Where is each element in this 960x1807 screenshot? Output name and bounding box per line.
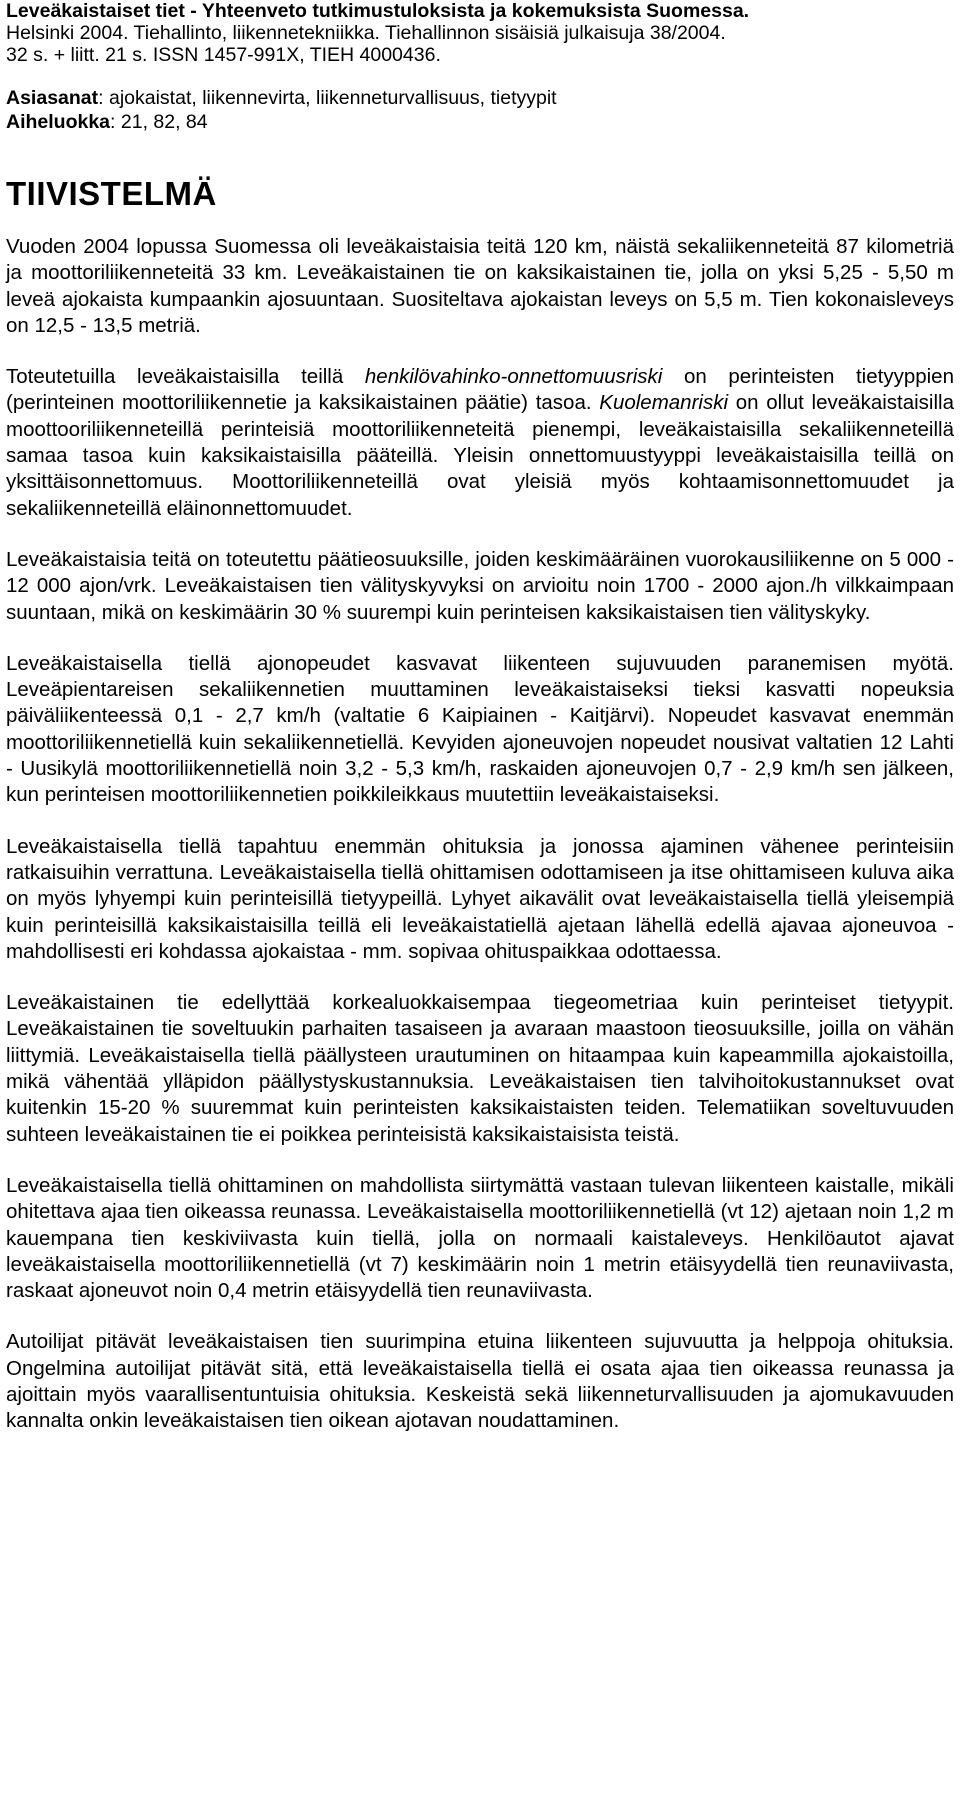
paragraph-6: Leveäkaistainen tie edellyttää korkealuokkaisempaa tiegeometriaa kuin perinteiset tietyypit. Leveäkaistainen tie soveltuukin parhaiten tasaiseen ja avaraan maastoon tieosuuksille, joilla on vähän liittymiä. Leveäkaistaisella tiellä päällysteen urautuminen on hitaampaa kuin kapeammilla ajokaistoilla, mikä vähentää ylläpidon päällystyskustannuksia. Leveäkaistaisen tien talvihoitokustannukset ovat kuitenkin 15-20 % suuremmat kuin perinteisten kaksikaistaisten teiden. Telematiikan soveltuvuuden suhteen leveäkaistainen tie ei poikkea perinteisistä kaksikaistaisista teistä.: [6, 991, 954, 1146]
paragraph-1: Vuoden 2004 lopussa Suomessa oli leveäkaistaisia teitä 120 km, näistä sekaliikenneteitä 87 kilometriä ja moottoriliikenneteitä 33 km. Leveäkaistainen tie on kaksikaistainen tie, jolla on yksi 5,25 - 5,50 m leveä ajokaista kumpaankin ajosuuntaan. Suositeltava ajokaistan leveys on 5,5 m. Tien kokonaisleveys on 12,5 - 13,5 metriä.: [6, 235, 954, 337]
section-heading: TIIVISTELMÄ: [6, 175, 217, 212]
paragraph-2: [6, 364, 954, 522]
abstract-body: [6, 234, 954, 1435]
publication-details: Helsinki 2004. Tiehallinto, liikennetekniikka. Tiehallinnon sisäisiä julkaisuja 38/2004.: [6, 22, 726, 44]
paragraph-4: Leveäkaistaisella tiellä ajonopeudet kasvavat liikenteen sujuvuuden paranemisen myötä. Leveäpientareisen sekaliikennetien muuttaminen leveäkaistaiseksi tieksi kasvatti nopeuksia päiväliikenteessä 0,1 - 2,7 km/h (valtatie 6 Kaipiainen - Kaitjärvi). Nopeudet kasvavat enemmän moottoriliikennetiellä kuin sekaliikennetiellä. Kevyiden ajoneuvojen nopeudet nousivat valtatien 12 Lahti - Uusikylä moottoriliikennetiellä noin 3,2 - 5,3 km/h, raskaiden ajoneuvojen 0,7 - 2,9 km/h sen jälkeen, kun perinteisen moottoriliikennetien poikkileikkaus muutettiin leveäkaistaiseksi.: [6, 651, 954, 807]
paragraph-2-emphasis-injury-risk: henkilövahinko-onnettomuusriski: [364, 365, 663, 389]
paragraph-7: Leveäkaistaisella tiellä ohittaminen on mahdollista siirtymättä vastaan tulevan liikenteen kaistalle, mikäli ohitettava ajaa tien oikeassa reunassa. Leveäkaistaisella moottoriliikennetiellä (vt 12) ajetaan noin 1,2 m kauempana tien keskiviivasta kuin tiellä, jolla on normaali kaistaleveys. Henkilöautot ajavat leveäkaistaisella moottoriliikennetiellä (vt 7) keskimäärin noin 1 metrin etäisyydellä tien reunaviivasta, raskaat ajoneuvot noin 0,4 metrin etäisyydellä tien reunaviivasta.: [6, 1173, 954, 1303]
asiasanat-line: [6, 86, 954, 110]
paragraph-2-part-c: on perinteisten tietyyppien (perinteinen moottoriliikennetie ja kaksikaistainen päätie) tasoa.: [6, 365, 954, 415]
keywords-block: [6, 86, 954, 134]
paragraph-2-part-e: on ollut leveäkaistaisilla moottooriliikenneteillä perinteisiä moottoriliikenneteitä pienempi, leveäkaistaisilla sekaliikenneteillä samaa tasoa kuin kaksikaistaisilla pääteillä. Yleisin onnettomuustyyppi leveäkaistaisilla teillä on yksittäisonnettomuus. Moottoriliikenneteillä ovat yleisiä myös kohtaamisonnettomuudet ja sekaliikenneteillä eläinonnettomuudet.: [6, 391, 954, 520]
asiasanat-label: Asiasanat: [6, 87, 99, 109]
bibliographic-info: [6, 0, 954, 66]
aiheluokka-label: Aiheluokka: [6, 111, 111, 133]
paragraph-2-part-a: Toteutetuilla leveäkaistaisilla teillä: [6, 365, 365, 389]
report-title: Leveäkaistaiset tiet - Yhteenveto tutkimustuloksista ja kokemuksista Suomessa.: [6, 0, 750, 22]
paragraph-8: Autoilijat pitävät leveäkaistaisen tien suurimpina etuina liikenteen sujuvuutta ja helppoja ohituksia. Ongelmina autoilijat pitävät sitä, että leveäkaistaisella tiellä ei osata ajaa tien oikeassa reunassa ja ajoittain myös vaarallisentuntuisia ohituksia. Keskeistä sekä liikenneturvallisuuden ja ajomukavuuden kannalta onkin leveäkaistaisen tien oikean ajotavan noudattaminen.: [6, 1330, 954, 1433]
paragraph-5: Leveäkaistaisella tiellä tapahtuu enemmän ohituksia ja jonossa ajaminen vähenee perinteisiin ratkaisuihin verrattuna. Leveäkaistaisella tiellä ohittamisen odottamiseen ja itse ohittamiseen kuluva aika on myös lyhyempi kuin perinteisillä tietyypeillä. Lyhyet aikavälit ovat leveäkaistaisella tiellä yleisempiä kuin perinteisillä kaksikaistaisilla teillä eli leveäkaistatiellä ajetaan lähellä edellä ajavaa ajoneuvoa - mahdollisesti eri kohdassa ajokaistaa - mm. sopivaa ohituspaikkaa odottaessa.: [6, 834, 954, 963]
aiheluokka-line: [6, 110, 954, 134]
asiasanat-value: : ajokaistat, liikennevirta, liikenneturvallisuus, tietyypit: [98, 87, 557, 109]
paragraph-2-emphasis-fatality-risk: Kuolemanriski: [599, 391, 729, 415]
page-count-issn: 32 s. + liitt. 21 s. ISSN 1457-991X, TIEH 4000436.: [6, 44, 441, 66]
aiheluokka-value: : 21, 82, 84: [110, 111, 208, 133]
paragraph-3: Leveäkaistaisia teitä on toteutettu päätieosuuksille, joiden keskimääräinen vuorokausiliikenne on 5 000 - 12 000 ajon/vrk. Leveäkaistaisen tien välityskyvyksi on arvioitu noin 1700 - 2000 ajon./h vilkkaimpaan suuntaan, mikä on keskimäärin 30 % suurempi kuin perinteisen kaksikaistaisen tien välityskyky.: [6, 547, 954, 624]
